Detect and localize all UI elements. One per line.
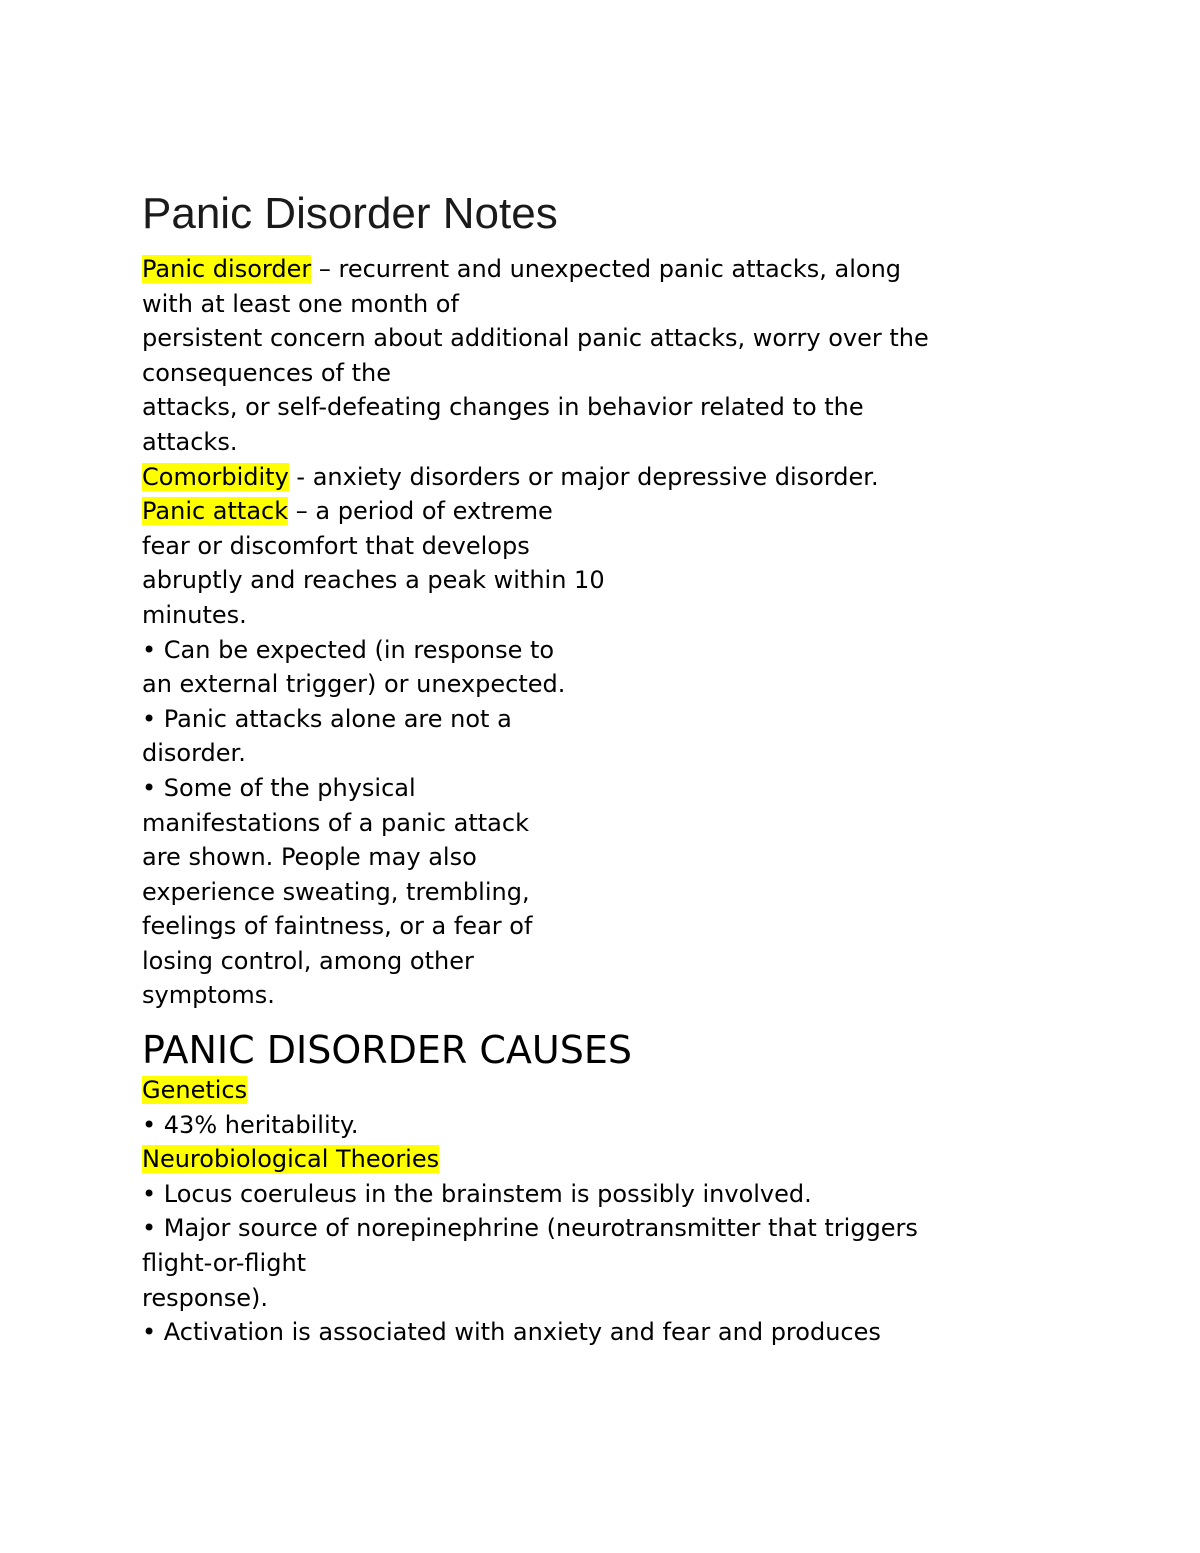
text-line: response). [142,1283,268,1312]
definition-text: – a period of extreme [288,497,553,526]
text-line: persistent concern about additional panic attacks, worry over the [142,324,929,353]
highlighted-term: Panic attack [142,497,289,526]
bullet-line: • 43% heritability. [142,1110,359,1139]
text-line: flight-or-flight [142,1249,307,1278]
text-line: feelings of faintness, or a fear of [142,912,533,941]
definition-panic-attack [142,494,1062,1013]
definition-panic-disorder [142,252,1062,460]
text-line: experience sweating, trembling, [142,877,530,906]
highlighted-term: Comorbidity [142,462,289,491]
bullet-line: • Can be expected (in response to [142,635,555,664]
definition-line [142,252,1062,287]
highlighted-term: Panic disorder [142,255,312,283]
text-line: disorder. [142,739,246,768]
bullet-line: • Locus coeruleus in the brainstem is possibly involved. [142,1179,812,1208]
bullet-line: • Panic attacks alone are not a [142,704,512,733]
causes-neurobiological [142,1142,1062,1350]
definition-text: - anxiety disorders or major depressive disorder. [288,462,879,491]
text-line: manifestations of a panic attack [142,808,529,837]
bullet-line: • Activation is associated with anxiety and fear and produces [142,1318,881,1347]
highlighted-term: Neurobiological Theories [142,1145,440,1174]
causes-genetics [142,1073,1062,1142]
text-line: abruptly and reaches a peak within 10 [142,566,605,595]
text-line: attacks. [142,427,238,456]
text-line: an external trigger) or unexpected. [142,670,566,699]
bullet-line: • Major source of norepinephrine (neurotransmitter that triggers [142,1214,918,1243]
definition-line [142,460,1062,495]
text-line: losing control, among other [142,946,474,975]
text-line: minutes. [142,600,247,629]
bullet-line: • Some of the physical [142,773,416,802]
text-line: are shown. People may also [142,843,477,872]
text-line: with at least one month of [142,289,459,318]
definition-text: – recurrent and unexpected panic attacks, along [311,255,902,283]
subheading-line [142,1142,1062,1177]
definition-comorbidity [142,460,1062,495]
section-heading-causes: PANIC DISORDER CAUSES [142,1028,632,1073]
subheading-line [142,1073,1062,1108]
text-line: consequences of the [142,358,392,387]
document-content [142,188,1062,1350]
text-line: fear or discomfort that develops [142,531,530,560]
page-title: Panic Disorder Notes [142,189,558,238]
definition-line [142,494,1062,529]
text-line: symptoms. [142,981,275,1010]
highlighted-term: Genetics [142,1076,248,1105]
text-line: attacks, or self-defeating changes in behavior related to the [142,393,864,422]
